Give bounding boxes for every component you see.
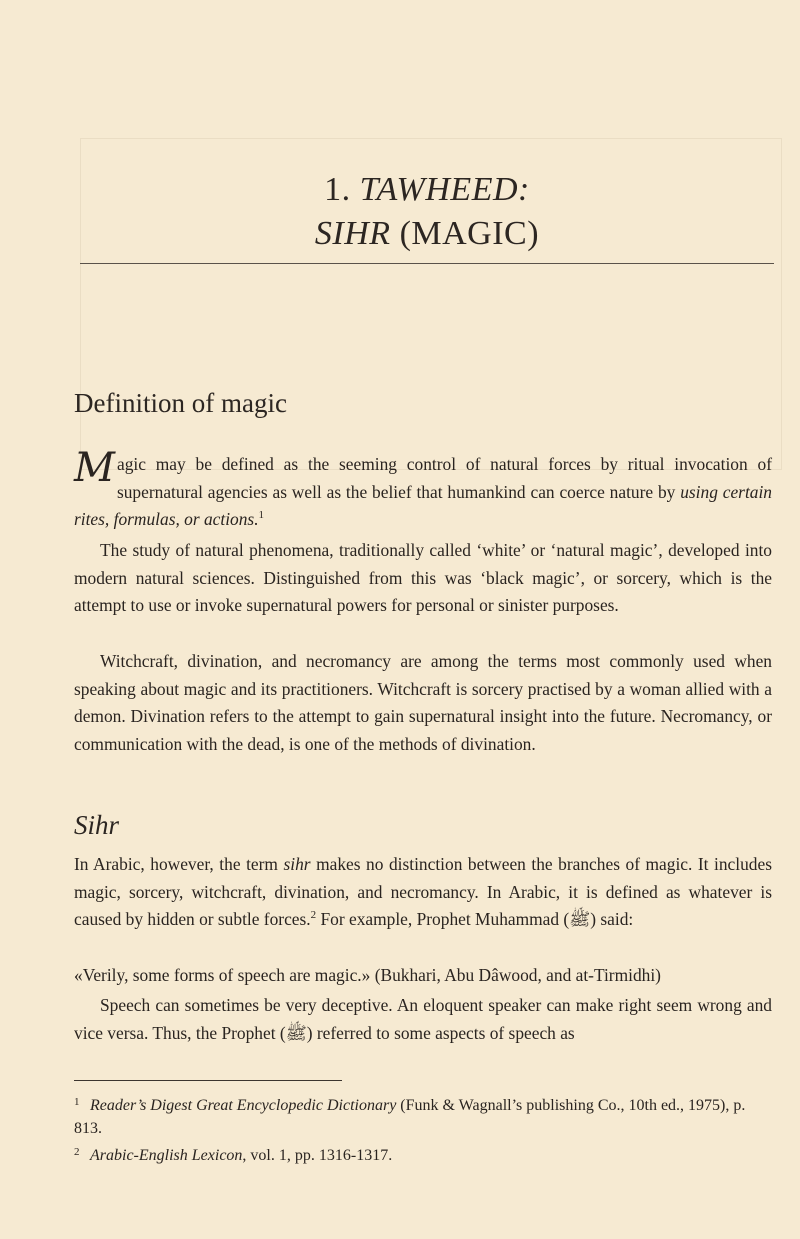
footnote-1-italic: Reader’s Digest Great Encyclopedic Dictionary — [90, 1097, 397, 1114]
paragraph-6: Speech can sometimes be very deceptive. An eloquent speaker can make right seem wrong and vice versa. Thus, the Prophet (ﷺ) referred to some aspects of speech as — [74, 995, 772, 1043]
paragraph-1 — [74, 445, 772, 534]
paragraph-1-text: agic may be defined as the seeming control of natural forces by ritual invocation of supernatural agencies as well as the belief that humankind can coerce nature by — [116, 454, 772, 502]
drop-cap: M — [74, 445, 115, 491]
footnote-2-text: , vol. 1, pp. 1316-1317. — [242, 1147, 393, 1164]
paragraph-3: Witchcraft, divination, and necromancy are among the terms most commonly used when speaking about magic and its practitioners. Witchcraft is sorcery practised by a woman allied with a demon. Divination refers to the attempt to gain supernatural insight into the future. Necromancy, or communication with the dead, is one of the methods of divination. — [74, 651, 772, 754]
paragraph-4-italic: sihr — [283, 854, 311, 874]
footnote-divider — [74, 1080, 342, 1081]
footnote-2-number: 2 — [74, 1146, 80, 1158]
paragraph-4 — [74, 851, 772, 934]
section-heading-definition: Definition of magic — [74, 388, 287, 418]
footnote-2 — [74, 1141, 772, 1167]
paragraph-2: The study of natural phenomena, traditionally called ‘white’ or ‘natural magic’, developed into modern natural sciences. Distinguished from this was ‘black magic’, or sorcery, which is the attempt to use or invoke supernatural powers for personal or sinister purposes. — [74, 540, 772, 616]
chapter-title — [80, 168, 774, 256]
footnote-ref-1[interactable]: 1 — [258, 509, 265, 522]
footnote-1-number: 1 — [74, 1096, 80, 1108]
title-divider — [80, 263, 774, 264]
chapter-subtitle-rest: (MAGIC) — [399, 215, 540, 252]
paragraph-4-text-c: For example, Prophet Muhammad (ﷺ) said: — [316, 909, 634, 930]
section-heading-sihr: Sihr — [74, 810, 120, 840]
paragraph-1-italic: using certain rites, formulas, or actions. — [74, 481, 772, 530]
chapter-title-line-2 — [80, 212, 774, 256]
paragraph-4-text-b: makes no distinction between the branches of magic. It includes magic, sorcery, witchcraft, divination, and necromancy. In Arabic, it is defined as whatever is caused by hidden or subtle forces. — [74, 854, 772, 930]
chapter-number: 1. — [324, 171, 351, 208]
hadith-quote: «Verily, some forms of speech are magic.» (Bukhari, Abu Dâwood, and at-Tirmidhi) — [74, 965, 661, 985]
footnote-ref-2[interactable]: 2 — [310, 909, 317, 922]
chapter-title-word: TAWHEED: — [359, 171, 530, 208]
footnote-1-text: (Funk & Wagnall’s publishing Co., 10th ed., 1975), p. 813. — [74, 1097, 746, 1137]
chapter-subtitle-word: SIHR — [314, 215, 391, 252]
footnote-2-italic: Arabic-English Lexicon — [90, 1147, 243, 1164]
chapter-title-line-1 — [80, 168, 774, 212]
paragraph-4-text-a: In Arabic, however, the term — [74, 854, 284, 874]
footnote-1 — [74, 1091, 772, 1140]
